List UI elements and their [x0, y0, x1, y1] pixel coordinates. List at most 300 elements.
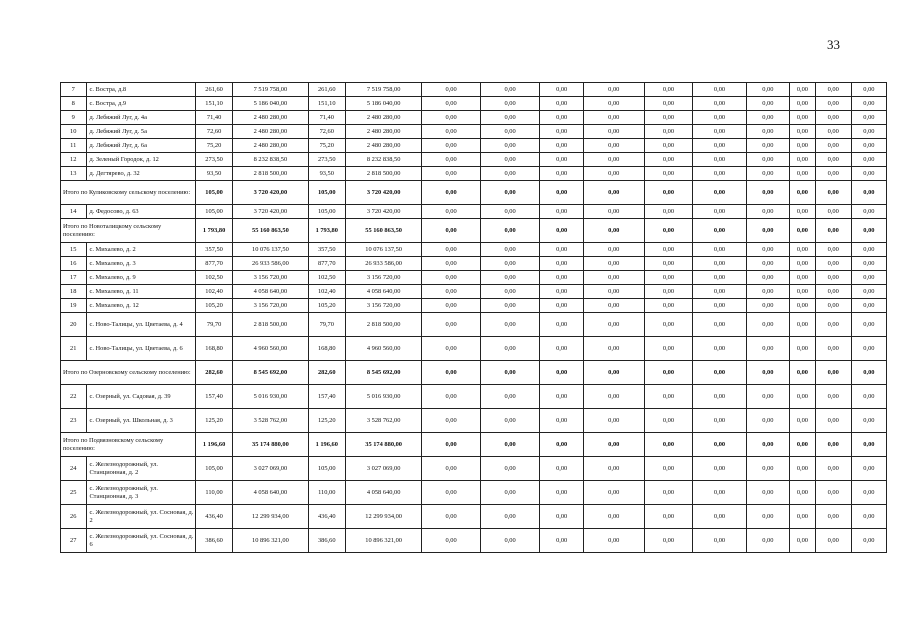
- value-cell: 4 058 640,00: [233, 481, 308, 505]
- value-cell: 2 818 500,00: [345, 313, 422, 337]
- value-cell: 0,00: [422, 529, 480, 553]
- row-number: 17: [61, 271, 87, 285]
- value-cell: 0,00: [540, 181, 584, 205]
- value-cell: 0,00: [815, 271, 851, 285]
- table-row: [61, 271, 887, 285]
- value-cell: 0,00: [583, 97, 644, 111]
- table-row: [61, 139, 887, 153]
- value-cell: 0,00: [422, 481, 480, 505]
- value-cell: 0,00: [790, 313, 816, 337]
- value-cell: 55 160 863,50: [233, 219, 308, 243]
- address-cell: с. Железнодорожный, ул. Станционная, д. 2: [86, 457, 195, 481]
- value-cell: 72,60: [195, 125, 232, 139]
- value-cell: 877,70: [308, 257, 345, 271]
- value-cell: 0,00: [480, 219, 540, 243]
- value-cell: 2 480 280,00: [345, 139, 422, 153]
- value-cell: 0,00: [480, 337, 540, 361]
- value-cell: 0,00: [851, 433, 886, 457]
- value-cell: 0,00: [540, 97, 584, 111]
- value-cell: 0,00: [422, 409, 480, 433]
- value-cell: 2 480 280,00: [233, 139, 308, 153]
- value-cell: 72,60: [308, 125, 345, 139]
- value-cell: 0,00: [540, 243, 584, 257]
- value-cell: 102,40: [308, 285, 345, 299]
- table-row: [61, 243, 887, 257]
- value-cell: 0,00: [815, 361, 851, 385]
- value-cell: 357,50: [308, 243, 345, 257]
- value-cell: 0,00: [583, 181, 644, 205]
- value-cell: 0,00: [693, 337, 746, 361]
- value-cell: 0,00: [693, 409, 746, 433]
- value-cell: 0,00: [644, 361, 693, 385]
- address-cell: с. Озерный, ул. Садовая, д. 39: [86, 385, 195, 409]
- value-cell: 26 933 586,00: [345, 257, 422, 271]
- value-cell: 0,00: [815, 433, 851, 457]
- value-cell: 105,20: [195, 299, 232, 313]
- value-cell: 0,00: [790, 337, 816, 361]
- value-cell: 3 720 420,00: [345, 181, 422, 205]
- value-cell: 110,00: [308, 481, 345, 505]
- value-cell: 0,00: [746, 285, 790, 299]
- value-cell: 0,00: [422, 385, 480, 409]
- value-cell: 0,00: [644, 457, 693, 481]
- value-cell: 2 480 280,00: [233, 125, 308, 139]
- value-cell: 0,00: [851, 385, 886, 409]
- value-cell: 4 960 560,00: [233, 337, 308, 361]
- value-cell: 0,00: [422, 361, 480, 385]
- value-cell: 0,00: [693, 313, 746, 337]
- value-cell: 5 186 040,00: [345, 97, 422, 111]
- address-cell: д. Лебяжий Луг, д. 4а: [86, 111, 195, 125]
- row-number: 26: [61, 505, 87, 529]
- value-cell: 0,00: [693, 181, 746, 205]
- table-row: [61, 481, 887, 505]
- value-cell: 0,00: [540, 457, 584, 481]
- value-cell: 0,00: [851, 361, 886, 385]
- value-cell: 0,00: [540, 313, 584, 337]
- value-cell: 1 196,60: [195, 433, 232, 457]
- value-cell: 125,20: [195, 409, 232, 433]
- value-cell: 0,00: [422, 167, 480, 181]
- value-cell: 0,00: [540, 111, 584, 125]
- value-cell: 0,00: [815, 219, 851, 243]
- value-cell: 0,00: [851, 243, 886, 257]
- table-row: [61, 257, 887, 271]
- value-cell: 0,00: [790, 205, 816, 219]
- table-row: [61, 111, 887, 125]
- value-cell: 0,00: [540, 257, 584, 271]
- value-cell: 79,70: [308, 313, 345, 337]
- value-cell: 0,00: [815, 505, 851, 529]
- row-number: 12: [61, 153, 87, 167]
- value-cell: 7 519 758,00: [233, 83, 308, 97]
- table-row: [61, 313, 887, 337]
- value-cell: 0,00: [480, 361, 540, 385]
- value-cell: 0,00: [815, 385, 851, 409]
- value-cell: 8 232 838,50: [345, 153, 422, 167]
- address-cell: д. Лебяжий Луг, д. 6а: [86, 139, 195, 153]
- value-cell: 5 186 040,00: [233, 97, 308, 111]
- value-cell: 1 793,80: [195, 219, 232, 243]
- row-number: 18: [61, 285, 87, 299]
- row-number: 20: [61, 313, 87, 337]
- value-cell: 0,00: [746, 181, 790, 205]
- value-cell: 2 818 500,00: [233, 313, 308, 337]
- value-cell: 0,00: [583, 529, 644, 553]
- value-cell: 0,00: [851, 271, 886, 285]
- value-cell: 0,00: [693, 285, 746, 299]
- value-cell: 0,00: [583, 505, 644, 529]
- value-cell: 0,00: [422, 83, 480, 97]
- subtotal-row: [61, 219, 887, 243]
- value-cell: 35 174 880,00: [345, 433, 422, 457]
- value-cell: 0,00: [480, 271, 540, 285]
- address-cell: с. Железнодорожный, ул. Сосновая, д. 2: [86, 505, 195, 529]
- value-cell: 0,00: [480, 139, 540, 153]
- value-cell: 0,00: [746, 257, 790, 271]
- value-cell: 157,40: [308, 385, 345, 409]
- value-cell: 0,00: [746, 111, 790, 125]
- value-cell: 0,00: [746, 271, 790, 285]
- value-cell: 4 058 640,00: [345, 285, 422, 299]
- value-cell: 0,00: [790, 505, 816, 529]
- value-cell: 0,00: [693, 505, 746, 529]
- address-cell: д. Дегтярево, д. 32: [86, 167, 195, 181]
- value-cell: 0,00: [480, 167, 540, 181]
- value-cell: 0,00: [644, 529, 693, 553]
- value-cell: 0,00: [815, 153, 851, 167]
- value-cell: 151,10: [195, 97, 232, 111]
- table-row: [61, 337, 887, 361]
- value-cell: 0,00: [851, 219, 886, 243]
- value-cell: 3 720 420,00: [233, 181, 308, 205]
- value-cell: 0,00: [693, 219, 746, 243]
- value-cell: 0,00: [851, 97, 886, 111]
- value-cell: 436,40: [308, 505, 345, 529]
- value-cell: 0,00: [422, 285, 480, 299]
- value-cell: 0,00: [644, 409, 693, 433]
- value-cell: 0,00: [540, 205, 584, 219]
- value-cell: 0,00: [644, 299, 693, 313]
- value-cell: 0,00: [815, 181, 851, 205]
- value-cell: 0,00: [693, 433, 746, 457]
- value-cell: 0,00: [815, 409, 851, 433]
- value-cell: 0,00: [851, 313, 886, 337]
- value-cell: 3 156 720,00: [233, 271, 308, 285]
- value-cell: 0,00: [480, 153, 540, 167]
- value-cell: 0,00: [790, 529, 816, 553]
- value-cell: 0,00: [540, 337, 584, 361]
- value-cell: 0,00: [583, 337, 644, 361]
- value-cell: 0,00: [851, 457, 886, 481]
- value-cell: 0,00: [746, 385, 790, 409]
- value-cell: 2 818 500,00: [345, 167, 422, 181]
- value-cell: 0,00: [422, 243, 480, 257]
- value-cell: 0,00: [480, 285, 540, 299]
- value-cell: 0,00: [746, 219, 790, 243]
- address-cell: с. Михалево, д. 11: [86, 285, 195, 299]
- value-cell: 0,00: [480, 433, 540, 457]
- value-cell: 0,00: [851, 257, 886, 271]
- value-cell: 3 156 720,00: [345, 271, 422, 285]
- value-cell: 0,00: [815, 285, 851, 299]
- value-cell: 0,00: [790, 433, 816, 457]
- value-cell: 0,00: [790, 153, 816, 167]
- table-row: [61, 97, 887, 111]
- value-cell: 105,20: [308, 299, 345, 313]
- value-cell: 157,40: [195, 385, 232, 409]
- row-number: 23: [61, 409, 87, 433]
- value-cell: 0,00: [815, 243, 851, 257]
- value-cell: 877,70: [195, 257, 232, 271]
- value-cell: 0,00: [790, 257, 816, 271]
- value-cell: 0,00: [583, 285, 644, 299]
- value-cell: 3 720 420,00: [345, 205, 422, 219]
- table-row: [61, 205, 887, 219]
- value-cell: 0,00: [644, 505, 693, 529]
- value-cell: 0,00: [790, 285, 816, 299]
- value-cell: 0,00: [644, 83, 693, 97]
- subtotal-row: [61, 181, 887, 205]
- value-cell: 0,00: [644, 205, 693, 219]
- row-number: 24: [61, 457, 87, 481]
- value-cell: 0,00: [480, 83, 540, 97]
- value-cell: 5 016 930,00: [345, 385, 422, 409]
- value-cell: 0,00: [422, 139, 480, 153]
- value-cell: 0,00: [746, 83, 790, 97]
- value-cell: 0,00: [644, 271, 693, 285]
- address-cell: д. Федосово, д. 63: [86, 205, 195, 219]
- value-cell: 1 793,80: [308, 219, 345, 243]
- value-cell: 10 076 137,50: [233, 243, 308, 257]
- value-cell: 0,00: [583, 433, 644, 457]
- row-number: 14: [61, 205, 87, 219]
- subtotal-label: Итого по Озерновскому сельскому поселению:: [61, 361, 196, 385]
- value-cell: 0,00: [583, 385, 644, 409]
- value-cell: 0,00: [851, 111, 886, 125]
- row-number: 22: [61, 385, 87, 409]
- address-cell: д. Зеленый Городок, д. 12: [86, 153, 195, 167]
- value-cell: 0,00: [540, 271, 584, 285]
- value-cell: 273,50: [195, 153, 232, 167]
- value-cell: 0,00: [644, 153, 693, 167]
- value-cell: 0,00: [422, 205, 480, 219]
- value-cell: 102,40: [195, 285, 232, 299]
- value-cell: 0,00: [815, 139, 851, 153]
- value-cell: 0,00: [693, 385, 746, 409]
- value-cell: 0,00: [746, 433, 790, 457]
- value-cell: 26 933 586,00: [233, 257, 308, 271]
- value-cell: 0,00: [815, 167, 851, 181]
- value-cell: 0,00: [422, 457, 480, 481]
- value-cell: 261,60: [195, 83, 232, 97]
- value-cell: 8 232 838,50: [233, 153, 308, 167]
- value-cell: 7 519 758,00: [345, 83, 422, 97]
- value-cell: 0,00: [644, 181, 693, 205]
- value-cell: 0,00: [790, 457, 816, 481]
- value-cell: 12 299 934,00: [345, 505, 422, 529]
- value-cell: 0,00: [480, 505, 540, 529]
- value-cell: 0,00: [851, 285, 886, 299]
- value-cell: 0,00: [790, 83, 816, 97]
- value-cell: 0,00: [480, 313, 540, 337]
- value-cell: 273,50: [308, 153, 345, 167]
- value-cell: 261,60: [308, 83, 345, 97]
- value-cell: 0,00: [693, 125, 746, 139]
- value-cell: 0,00: [746, 337, 790, 361]
- value-cell: 0,00: [815, 299, 851, 313]
- value-cell: 0,00: [693, 205, 746, 219]
- table-row: [61, 409, 887, 433]
- value-cell: 0,00: [422, 505, 480, 529]
- value-cell: 0,00: [693, 97, 746, 111]
- row-number: 27: [61, 529, 87, 553]
- value-cell: 0,00: [851, 167, 886, 181]
- value-cell: 0,00: [851, 299, 886, 313]
- value-cell: 105,00: [195, 457, 232, 481]
- value-cell: 0,00: [540, 409, 584, 433]
- value-cell: 10 076 137,50: [345, 243, 422, 257]
- value-cell: 105,00: [308, 181, 345, 205]
- value-cell: 0,00: [480, 257, 540, 271]
- value-cell: 0,00: [540, 481, 584, 505]
- value-cell: 168,80: [195, 337, 232, 361]
- value-cell: 0,00: [746, 299, 790, 313]
- value-cell: 0,00: [480, 385, 540, 409]
- value-cell: 0,00: [746, 361, 790, 385]
- value-cell: 0,00: [480, 243, 540, 257]
- value-cell: 0,00: [693, 139, 746, 153]
- value-cell: 0,00: [746, 167, 790, 181]
- value-cell: 0,00: [790, 97, 816, 111]
- subtotal-label: Итого по Подвязновскому сельскому поселению:: [61, 433, 196, 457]
- value-cell: 102,50: [195, 271, 232, 285]
- value-cell: 0,00: [480, 529, 540, 553]
- value-cell: 0,00: [693, 457, 746, 481]
- value-cell: 0,00: [422, 111, 480, 125]
- value-cell: 2 480 280,00: [345, 111, 422, 125]
- value-cell: 105,00: [308, 457, 345, 481]
- value-cell: 0,00: [815, 457, 851, 481]
- value-cell: 0,00: [851, 153, 886, 167]
- value-cell: 0,00: [540, 219, 584, 243]
- value-cell: 0,00: [583, 153, 644, 167]
- value-cell: 1 196,60: [308, 433, 345, 457]
- value-cell: 0,00: [422, 313, 480, 337]
- value-cell: 0,00: [480, 409, 540, 433]
- value-cell: 35 174 880,00: [233, 433, 308, 457]
- value-cell: 0,00: [851, 481, 886, 505]
- value-cell: 0,00: [422, 153, 480, 167]
- value-cell: 0,00: [644, 337, 693, 361]
- value-cell: 75,20: [308, 139, 345, 153]
- value-cell: 0,00: [790, 111, 816, 125]
- value-cell: 0,00: [583, 409, 644, 433]
- value-cell: 0,00: [644, 243, 693, 257]
- value-cell: 0,00: [422, 433, 480, 457]
- value-cell: 0,00: [693, 257, 746, 271]
- value-cell: 0,00: [746, 153, 790, 167]
- address-cell: с. Михалево, д. 9: [86, 271, 195, 285]
- value-cell: 0,00: [790, 271, 816, 285]
- address-cell: с. Ново-Талицы, ул. Цветаева, д. 6: [86, 337, 195, 361]
- value-cell: 75,20: [195, 139, 232, 153]
- value-cell: 0,00: [746, 205, 790, 219]
- value-cell: 0,00: [540, 385, 584, 409]
- value-cell: 0,00: [815, 125, 851, 139]
- value-cell: 3 156 720,00: [345, 299, 422, 313]
- row-number: 16: [61, 257, 87, 271]
- value-cell: 0,00: [644, 97, 693, 111]
- value-cell: 0,00: [480, 181, 540, 205]
- row-number: 10: [61, 125, 87, 139]
- value-cell: 102,50: [308, 271, 345, 285]
- value-cell: 357,50: [195, 243, 232, 257]
- value-cell: 105,00: [195, 181, 232, 205]
- value-cell: 0,00: [540, 153, 584, 167]
- value-cell: 0,00: [422, 337, 480, 361]
- value-cell: 151,10: [308, 97, 345, 111]
- value-cell: 3 528 762,00: [233, 409, 308, 433]
- value-cell: 0,00: [790, 219, 816, 243]
- value-cell: 168,80: [308, 337, 345, 361]
- value-cell: 0,00: [693, 481, 746, 505]
- value-cell: 110,00: [195, 481, 232, 505]
- value-cell: 0,00: [746, 457, 790, 481]
- value-cell: 0,00: [583, 111, 644, 125]
- value-cell: 0,00: [540, 505, 584, 529]
- value-cell: 0,00: [815, 205, 851, 219]
- value-cell: 0,00: [790, 181, 816, 205]
- value-cell: 0,00: [480, 457, 540, 481]
- value-cell: 282,60: [195, 361, 232, 385]
- value-cell: 0,00: [583, 125, 644, 139]
- row-number: 15: [61, 243, 87, 257]
- value-cell: 0,00: [644, 139, 693, 153]
- value-cell: 71,40: [308, 111, 345, 125]
- value-cell: 0,00: [790, 167, 816, 181]
- value-cell: 125,20: [308, 409, 345, 433]
- value-cell: 0,00: [693, 153, 746, 167]
- value-cell: 3 156 720,00: [233, 299, 308, 313]
- value-cell: 0,00: [540, 139, 584, 153]
- address-cell: с. Михалево, д. 3: [86, 257, 195, 271]
- value-cell: 0,00: [790, 299, 816, 313]
- address-cell: с. Востра, д.9: [86, 97, 195, 111]
- row-number: 11: [61, 139, 87, 153]
- subtotal-label: Итого по Новоталицкому сельскому поселению:: [61, 219, 196, 243]
- value-cell: 0,00: [815, 337, 851, 361]
- value-cell: 12 299 934,00: [233, 505, 308, 529]
- row-number: 19: [61, 299, 87, 313]
- value-cell: 79,70: [195, 313, 232, 337]
- value-cell: 0,00: [583, 243, 644, 257]
- subtotal-row: [61, 433, 887, 457]
- value-cell: 0,00: [644, 219, 693, 243]
- table-row: [61, 299, 887, 313]
- value-cell: 0,00: [540, 529, 584, 553]
- value-cell: 0,00: [480, 97, 540, 111]
- value-cell: 0,00: [851, 529, 886, 553]
- row-number: 8: [61, 97, 87, 111]
- value-cell: 0,00: [693, 361, 746, 385]
- value-cell: 0,00: [422, 181, 480, 205]
- value-cell: 0,00: [422, 299, 480, 313]
- row-number: 7: [61, 83, 87, 97]
- table-row: [61, 505, 887, 529]
- value-cell: 0,00: [790, 385, 816, 409]
- value-cell: 0,00: [815, 257, 851, 271]
